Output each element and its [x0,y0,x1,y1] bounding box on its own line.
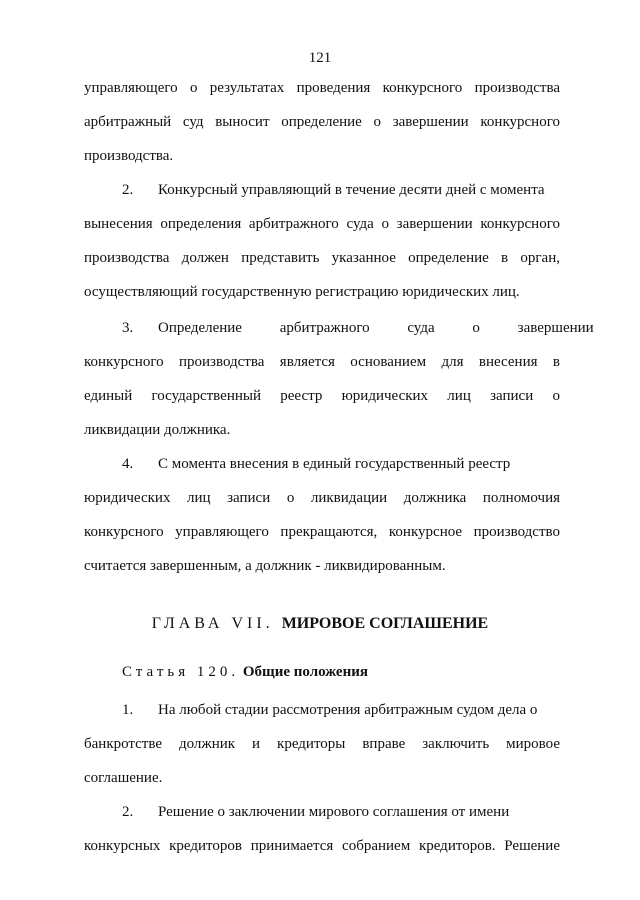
chapter-heading [0,615,640,633]
paragraph-number: 1. [122,702,134,718]
text-line: ликвидации должника. [84,422,231,438]
text-line: юридических лиц записи о ликвидации должника полномочия [84,490,560,506]
paragraph-number: 4. [122,456,134,472]
text-line: арбитражный суд выносит определение о завершении конкурсного [84,114,560,130]
text-line: производства. [84,148,174,164]
text-line: вынесения определения арбитражного суда о завершении конкурсного [84,216,560,232]
text-line: Решение о заключении мирового соглашения от имени [158,804,510,820]
text-line: производства должен представить указанное определение в орган, [84,250,560,266]
text-line: единый государственный реестр юридических лиц записи о [84,388,560,404]
paragraph-3-first-line [122,318,594,338]
paragraph-2-first-line [122,180,560,200]
article-heading [122,664,368,681]
text-line: конкурсного производства является основанием для внесения в [84,354,560,370]
article-label: Статья 120. [122,664,240,680]
text-line: конкурсных кредиторов принимается собранием кредиторов. Решение [84,838,560,854]
text-line: осуществляющий государственную регистрацию юридических лиц. [84,284,520,300]
text-line: конкурсного управляющего прекращаются, конкурсное производство [84,524,560,540]
paragraph-number: 2. [122,804,134,820]
text-line: считается завершенным, а должник - ликвидированным. [84,558,446,574]
article-title: Общие положения [242,664,368,680]
article-paragraph-2-first-line [122,802,560,822]
chapter-label: ГЛАВА VII. [151,615,274,632]
text-line: управляющего о результатах проведения конкурсного производства [84,80,560,96]
text-line: Конкурсный управляющий в течение десяти дней с момента [158,182,545,198]
text-line: соглашение. [84,770,163,786]
text-line: Определение арбитражного суда о завершении [158,320,594,336]
paragraph-4-first-line [122,454,560,474]
article-paragraph-1-first-line [122,700,560,720]
chapter-title: МИРОВОЕ СОГЛАШЕНИЕ [281,615,489,632]
paragraph-number: 3. [122,320,134,336]
text-line: На любой стадии рассмотрения арбитражным судом дела о [158,702,538,718]
text-line: банкротстве должник и кредиторы вправе заключить мировое [84,736,560,752]
text-line: С момента внесения в единый государственный реестр [158,456,511,472]
paragraph-number: 2. [122,182,134,198]
page-number: 121 [308,50,332,66]
